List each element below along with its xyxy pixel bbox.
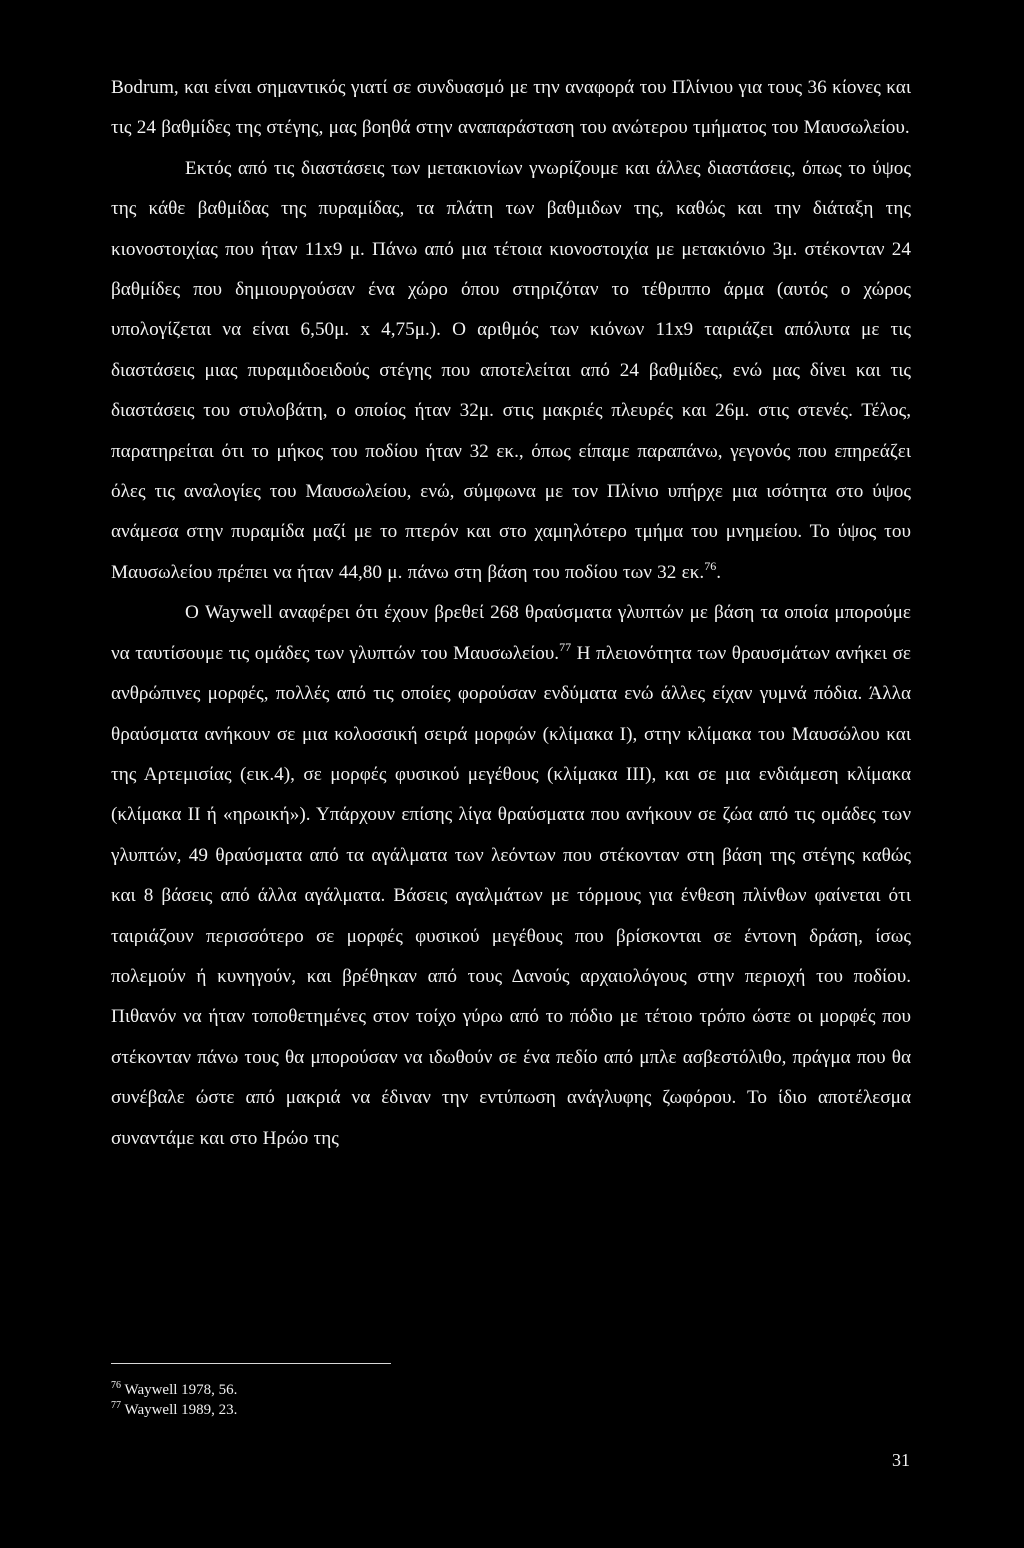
- footnote-77-text: Waywell 1989, 23.: [124, 1402, 238, 1418]
- paragraph-2: [111, 149, 911, 593]
- footnote-77-number: 77: [111, 1400, 121, 1411]
- paragraph-3: [111, 593, 911, 1159]
- paragraph-2-text: Εκτός από τις διαστάσεις των μετακιονίων γνωρίζουμε και άλλες διαστάσεις, όπως το ύψος της κάθε βαθμίδας της πυραμίδας, τα πλάτη των βαθμιδων της, καθώς και την διάταξη της κιονοστοιχίας που ήταν 11x9 μ. Πάνω από μια τέτοια κιονοστοιχία με μετακιόνιο 3μ. στέκονταν 24 βαθμίδες που δημιουργούσαν ένα χώρο όπου στηριζόταν το τέθριππο άρμα (αυτός ο χώρος υπολογίζεται να είναι 6,50μ. x 4,75μ.). Ο αριθμός των κιόνων 11x9 ταιριάζει απόλυτα με τις διαστάσεις μιας πυραμιδοειδούς στέγης που αποτελείται από 24 βαθμίδες, ενώ μας δίνει και τις διαστάσεις του στυλοβάτη, ο οποίος ήταν 32μ. στις μακριές πλευρές και 26μ. στις στενές. Τέλος, παρατηρείται ότι το μήκος του ποδίου ήταν 32 εκ., όπως είπαμε παραπάνω, γεγονός που επηρεάζει όλες τις αναλογίες του Μαυσωλείου, ενώ, σύμφωνα με τον Πλίνιο υπήρχε μια ισότητα στο ύψος ανάμεσα στην πυραμίδα μαζί με το πτερόν και στο χαμηλότερο τμήμα του μνημείου. Το ύψος του Μαυσωλείου πρέπει να ήταν 44,80 μ. πάνω στη βάση του ποδίου των 32 εκ.: [111, 157, 911, 583]
- paragraph-2-tail: .: [716, 561, 721, 583]
- paragraph-3-tail: Η πλειονότητα των θραυσμάτων ανήκει σε ανθρώπινες μορφές, πολλές από τις οποίες φορούσαν ενδύματα ενώ άλλες είχαν γυμνά πόδια. Άλλα θραύσματα ανήκουν σε μια κολοσσική σειρά μορφών (κλίμακα I), στην κλίμακα του Μαυσώλου και της Αρτεμισίας (εικ.4), σε μορφές φυσικού μεγέθους (κλίμακα III), και σε μια ενδιάμεση κλίμακα (κλίμακα II ή «ηρωική»). Υπάρχουν επίσης λίγα θραύσματα που ανήκουν σε ζώα από τις ομάδες των γλυπτών, 49 θραύσματα από τα αγάλματα των λεόντων που στέκονταν στη βάση της στέγης καθώς και 8 βάσεις από άλλα αγάλματα. Βάσεις αγαλμάτων με τόρμους για ένθεση πλίνθων φαίνεται ότι ταιριάζουν περισσότερο σε μορφές φυσικού μεγέθους που βρίσκονται σε έντονη δράση, ίσως πολεμούν ή κυνηγούν, και βρέθηκαν από τους Δανούς αρχαιολόγους στην περιοχή του ποδίου. Πιθανόν να ήταν τοποθετημένες στον τοίχο γύρω από το πόδιο με τέτοιο τρόπο ώστε οι μορφές που στέκονταν πάνω τους θα μπορούσαν να ιδωθούν σε ένα πεδίο από μπλε ασβεστόλιθο, πράγμα που θα συνέβαλε ώστε από μακριά να έδιναν την εντύπωση ανάγλυφης ζωφόρου. Το ίδιο αποτέλεσμα συναντάμε και στο Ηρώο της: [111, 642, 911, 1149]
- footnote-76-text: Waywell 1978, 56.: [124, 1382, 238, 1398]
- footnotes: [111, 1380, 711, 1420]
- footnote-divider: [111, 1363, 391, 1364]
- paragraph-3-text: Ο Waywell αναφέρει ότι έχουν βρεθεί 268 θραύσματα γλυπτών με βάση τα οποία μπορούμε να ταυτίσουμε τις ομάδες των γλυπτών του Μαυσωλείου.: [111, 602, 911, 664]
- paragraph-1-text: Bodrum, και είναι σημαντικός γιατί σε συνδυασμό με την αναφορά του Πλίνιου για τους 36 κίονες και τις 24 βαθμίδες της στέγης, μας βοηθά στην αναπαράσταση του ανώτερου τμήματος του Μαυσωλείου.: [111, 77, 911, 139]
- page-body: [111, 68, 911, 1159]
- footnote-77: [111, 1400, 711, 1420]
- page-number: 31: [892, 1450, 910, 1470]
- footnote-76-number: 76: [111, 1380, 121, 1391]
- paragraph-1: [111, 68, 911, 149]
- footnote-76: [111, 1380, 711, 1400]
- footnote-ref-77[interactable]: 77: [559, 639, 572, 654]
- footnote-ref-76[interactable]: 76: [704, 558, 717, 573]
